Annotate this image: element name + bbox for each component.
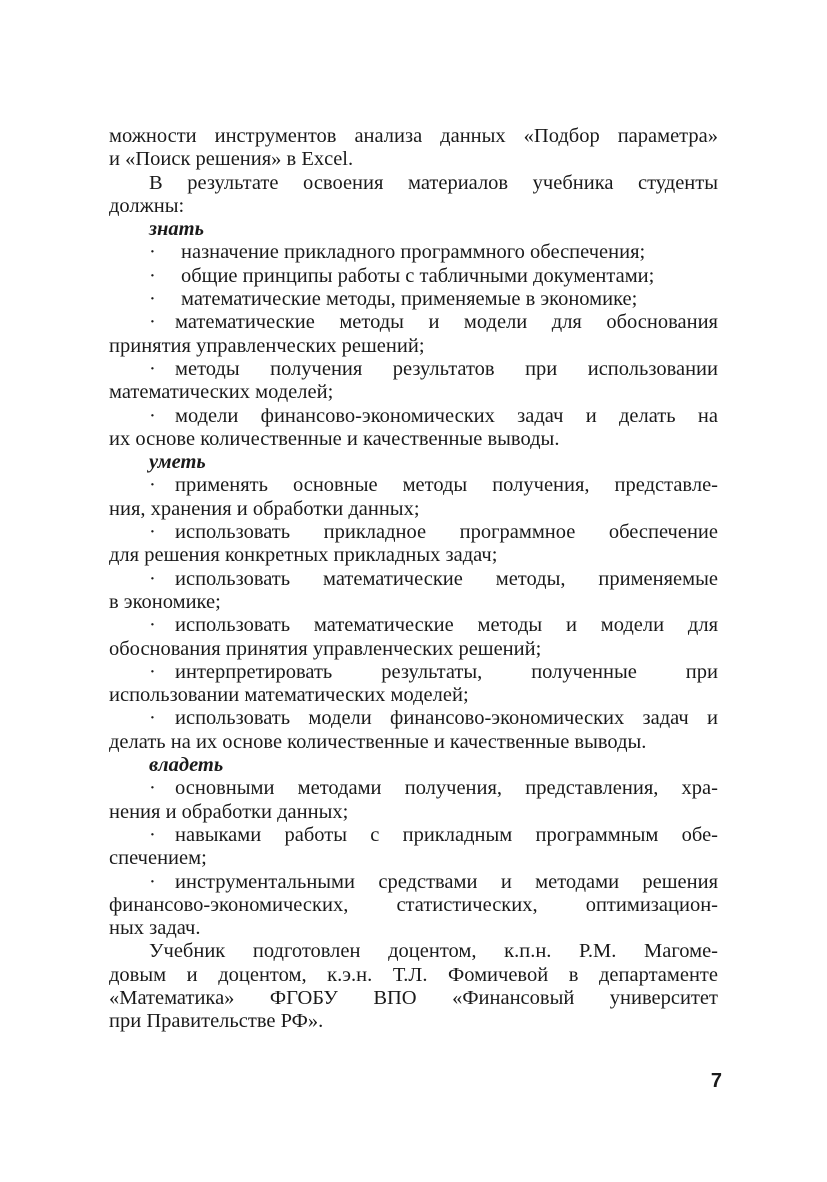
bullet-icon: · [149,404,156,427]
paragraph-start: В результате освоения материалов учебника студенты [149,171,718,194]
bullet-icon: · [149,870,156,893]
text-line: принятия управленческих решений; [109,334,425,357]
bullet-icon: · [149,823,156,846]
list-item: · математические методы и модели для обоснования [149,311,718,334]
text-line: можности инструментов анализа данных «Подбор параметра» [109,125,718,147]
bullet-icon: · [149,357,156,380]
text-line: ния, хранения и обработки данных; [109,497,420,520]
list-item: · использовать математические методы и модели для [149,614,718,637]
bullet-icon: · [149,241,156,264]
section-heading-master: владеть [149,754,224,777]
text-line: делать на их основе количественные и качественные выводы. [109,730,647,753]
text-line: для решения конкретных прикладных задач; [109,544,498,567]
list-item: · использовать математические методы, применяемые [149,567,718,590]
list-item: · основными методами получения, представления, хра- [149,777,718,800]
list-item: · математические методы, применяемые в экономике; [149,288,638,311]
list-item: · общие принципы работы с табличными документами; [149,264,655,287]
text-line: должны: [109,194,185,217]
text-line: финансово-экономических, статистических, оптимизацион- [109,893,718,916]
list-item: · модели финансово-экономических задач и делать на [149,404,718,427]
list-item: · интерпретировать результаты, полученные при [149,660,718,683]
list-item: · назначение прикладного программного обеспечения; [149,241,646,264]
list-item: · использовать модели финансово-экономических задач и [149,707,718,730]
bullet-icon: · [149,474,156,497]
text-line: использовании математических моделей; [109,684,469,707]
bullet-icon: · [149,660,156,683]
text-line: нения и обработки данных; [109,800,349,823]
paragraph-start: Учебник подготовлен доцентом, к.п.н. Р.М. Магоме- [149,940,718,963]
page-text [109,125,718,1034]
list-item: · методы получения результатов при использовании [149,357,718,380]
list-item: · навыками работы с прикладным программным обе- [149,823,718,846]
section-heading-can: уметь [149,451,206,474]
text-line: спечением; [109,847,207,870]
section-heading-know: знать [149,218,204,241]
text-line: при Правительстве РФ». [109,1010,324,1033]
bullet-icon: · [149,264,156,287]
list-item: · использовать прикладное программное обеспечение [149,521,718,544]
text-line: их основе количественные и качественные выводы. [109,427,560,450]
text-line: в экономике; [109,590,221,613]
bullet-icon: · [149,567,156,590]
bullet-icon: · [149,521,156,544]
bullet-icon: · [149,288,156,311]
bullet-icon: · [149,614,156,637]
list-item: · применять основные методы получения, представле- [149,474,718,497]
bullet-icon: · [149,777,156,800]
text-line: и «Поиск решения» в Excel. [109,148,354,171]
bullet-icon: · [149,707,156,730]
list-item: · инструментальными средствами и методами решения [149,870,718,893]
bullet-icon: · [149,311,156,334]
text-line: математических моделей; [109,381,334,404]
text-line: обоснования принятия управленческих решений; [109,637,542,660]
text-line: «Математика» ФГОБУ ВПО «Финансовый университет [109,986,718,1009]
page-number: 7 [710,1070,722,1092]
text-line: довым и доцентом, к.э.н. Т.Л. Фомичевой в департаменте [109,963,718,986]
text-line: ных задач. [109,917,201,940]
